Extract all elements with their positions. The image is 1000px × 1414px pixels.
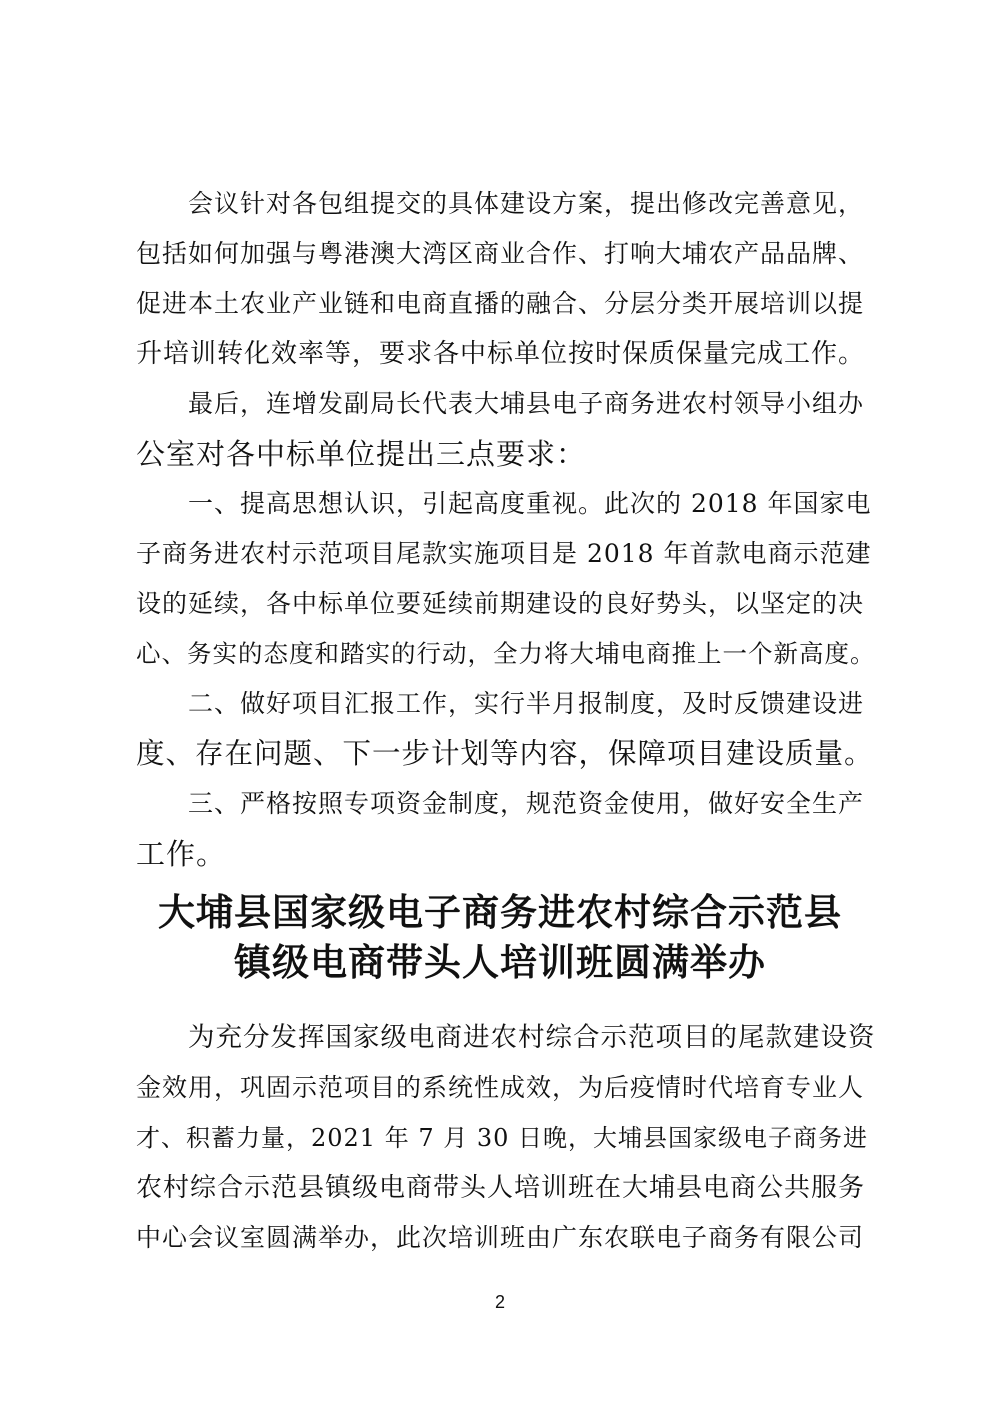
- paragraph-line: 才、积蓄力量，2021 年 7 月 30 日晚，大埔县国家级电子商务进: [136, 1124, 869, 1152]
- paragraph-line: 促进本土农业产业链和电商直播的融合、分层分类开展培训以提: [136, 289, 865, 318]
- paragraph-line: 会议针对各包组提交的具体建设方案，提出修改完善意见，: [188, 189, 865, 218]
- paragraph-line: 设的延续，各中标单位要延续前期建设的良好势头，以坚定的决: [136, 589, 865, 618]
- paragraph-line: 农村综合示范县镇级电商带头人培训班在大埔县电商公共服务: [136, 1173, 866, 1203]
- paragraph-line: 三、严格按照专项资金制度，规范资金使用，做好安全生产: [188, 789, 865, 818]
- section-heading-line-1: 大埔县国家级电子商务进农村综合示范县: [158, 891, 842, 934]
- paragraph-line: 心、务实的态度和踏实的行动，全力将大埔电商推上一个新高度。: [136, 639, 876, 668]
- section-heading-line-2: 镇级电商带头人培训班圆满举办: [234, 941, 766, 984]
- paragraph-line: 二、做好项目汇报工作，实行半月报制度，及时反馈建设进: [188, 689, 865, 718]
- paragraph-line: 金效用，巩固示范项目的系统性成效，为后疫情时代培育专业人: [136, 1073, 865, 1102]
- page-number: 2: [494, 1292, 505, 1312]
- paragraph-line: 最后，连增发副局长代表大埔县电子商务进农村领导小组办: [188, 389, 865, 418]
- paragraph-line: 子商务进农村示范项目尾款实施项目是 2018 年首款电商示范建: [136, 539, 872, 568]
- paragraph-line: 升培训转化效率等，要求各中标单位按时保质保量完成工作。: [136, 339, 866, 369]
- paragraph-line: 一、提高思想认识，引起高度重视。此次的 2018 年国家电: [188, 489, 872, 518]
- paragraph-line: 度、存在问题、下一步计划等内容，保障项目建设质量。: [136, 737, 874, 770]
- paragraph-line: 为充分发挥国家级电商进农村综合示范项目的尾款建设资: [188, 1022, 876, 1053]
- paragraph-line: 工作。: [136, 837, 227, 871]
- paragraph-line: 公室对各中标单位提出三点要求：: [136, 437, 587, 471]
- paragraph-line: 包括如何加强与粤港澳大湾区商业合作、打响大埔农产品品牌、: [136, 239, 865, 268]
- paragraph-line: 中心会议室圆满举办，此次培训班由广东农联电子商务有限公司: [136, 1223, 865, 1252]
